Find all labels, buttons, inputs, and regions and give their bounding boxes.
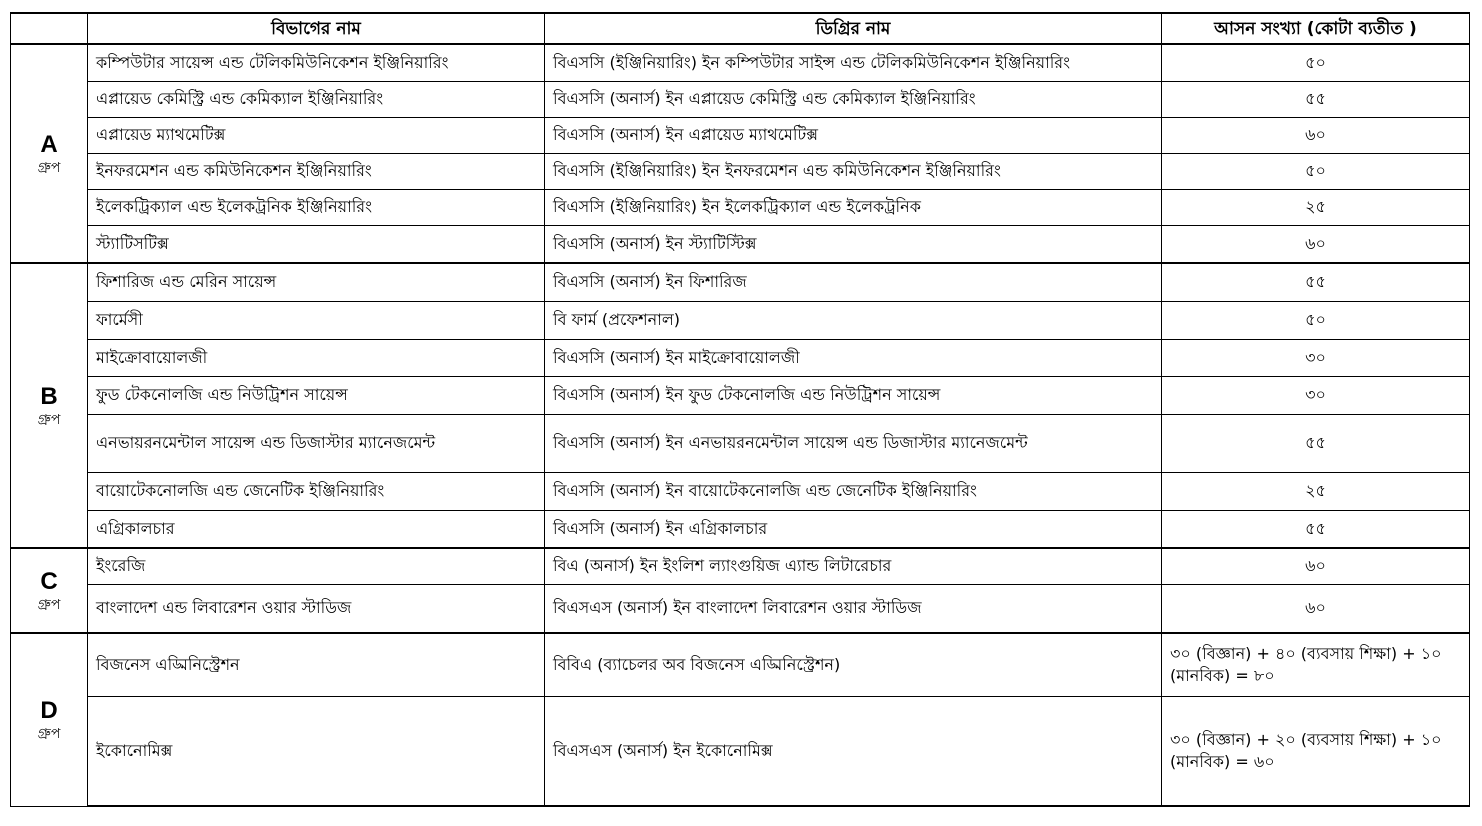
table-row <box>11 376 1470 414</box>
table-header-row <box>11 13 1470 44</box>
seat-count: ২৫ <box>1162 189 1470 225</box>
seat-count: ৫৫ <box>1162 263 1470 301</box>
degree-name: বিএসসি (অনার্স) ইন মাইক্রোবায়োলজী <box>545 339 1162 376</box>
table-row <box>11 584 1470 633</box>
degree-name: বিএসসি (ইঞ্জিনিয়ারিং) ইন কম্পিউটার সাইন্স এন্ড টেলিকমিউনিকেশন ইঞ্জিনিয়ারিং <box>545 44 1162 81</box>
seat-count: ৬০ <box>1162 548 1470 584</box>
degree-name: বিএসসি (অনার্স) ইন স্ট্যাটিস্টিক্স <box>545 225 1162 263</box>
group-word: গ্রুপ <box>37 725 61 742</box>
degree-name: বিএসসি (অনার্স) ইন এগ্রিকালচার <box>545 510 1162 548</box>
department-name: ইলেকট্রিক্যাল এন্ড ইলেকট্রনিক ইঞ্জিনিয়ারিং <box>88 189 545 225</box>
table-row <box>11 153 1470 189</box>
department-name: এপ্লায়েড কেমিস্ট্রি এন্ড কেমিক্যাল ইঞ্জিনিয়ারিং <box>88 81 545 117</box>
seat-count: ৩০ <box>1162 339 1470 376</box>
seat-count: ৫০ <box>1162 301 1470 339</box>
seat-allocation-table <box>10 12 1470 807</box>
seat-count: ৫৫ <box>1162 81 1470 117</box>
seat-count: ৫৫ <box>1162 414 1470 472</box>
seat-count: ৩০ (বিজ্ঞান) + ২০ (ব্যবসায় শিক্ষা) + ১০ (মানবিক) = ৬০ <box>1162 696 1470 806</box>
group-word: গ্রুপ <box>37 159 61 176</box>
seat-count: ৩০ <box>1162 376 1470 414</box>
table-row <box>11 189 1470 225</box>
table-row <box>11 510 1470 548</box>
group-a-cell <box>11 44 88 263</box>
degree-name: বিএসসি (অনার্স) ইন এপ্লায়েড কেমিস্ট্রি এন্ড কেমিক্যাল ইঞ্জিনিয়ারিং <box>545 81 1162 117</box>
degree-name: বিএসসি (অনার্স) ইন বায়োটেকনোলজি এন্ড জেনেটিক ইঞ্জিনিয়ারিং <box>545 472 1162 510</box>
table-row <box>11 117 1470 153</box>
department-name: এনভায়রনমেন্টাল সায়েন্স এন্ড ডিজাস্টার ম্যানেজমেন্ট <box>88 414 545 472</box>
seat-count: ৩০ (বিজ্ঞান) + ৪০ (ব্যবসায় শিক্ষা) + ১০ (মানবিক) = ৮০ <box>1162 633 1470 696</box>
department-name: মাইক্রোবায়োলজী <box>88 339 545 376</box>
department-name: স্ট্যাটিসটিক্স <box>88 225 545 263</box>
group-b-cell <box>11 263 88 548</box>
group-word: গ্রুপ <box>37 596 61 613</box>
seat-count: ৬০ <box>1162 225 1470 263</box>
department-name: বাংলাদেশ এন্ড লিবারেশন ওয়ার স্টাডিজ <box>88 584 545 633</box>
group-letter: A <box>40 130 58 158</box>
table-row <box>11 414 1470 472</box>
department-name: ফিশারিজ এন্ড মেরিন সায়েন্স <box>88 263 545 301</box>
department-name: বায়োটেকনোলজি এন্ড জেনেটিক ইঞ্জিনিয়ারিং <box>88 472 545 510</box>
degree-name: বিএসসি (অনার্স) ইন ফুড টেকনোলজি এন্ড নিউট্রিশন সায়েন্স <box>545 376 1162 414</box>
degree-name: বিএসএস (অনার্স) ইন বাংলাদেশ লিবারেশন ওয়ার স্টাডিজ <box>545 584 1162 633</box>
header-seats: আসন সংখ্যা (কোটা ব্যতীত ) <box>1162 13 1470 44</box>
degree-name: বি ফার্ম (প্রফেশনাল) <box>545 301 1162 339</box>
table-row <box>11 44 1470 81</box>
group-c-cell <box>11 548 88 633</box>
seat-count: ৫০ <box>1162 44 1470 81</box>
table-row <box>11 263 1470 301</box>
group-d-cell <box>11 633 88 806</box>
table-row <box>11 472 1470 510</box>
degree-name: বিএসসি (অনার্স) ইন এনভায়রনমেন্টাল সায়েন্স এন্ড ডিজাস্টার ম্যানেজমেন্ট <box>545 414 1162 472</box>
seat-count: ২৫ <box>1162 472 1470 510</box>
table-row <box>11 339 1470 376</box>
header-group <box>11 13 88 44</box>
table-row <box>11 633 1470 696</box>
table-row <box>11 696 1470 806</box>
degree-name: বিএ (অনার্স) ইন ইংলিশ ল্যাংগুয়িজ এ্যান্ড লিটারেচার <box>545 548 1162 584</box>
degree-name: বিবিএ (ব্যাচেলর অব বিজনেস এড্মিনিস্ট্রেশন) <box>545 633 1162 696</box>
department-name: ফুড টেকনোলজি এন্ড নিউট্রিশন সায়েন্স <box>88 376 545 414</box>
department-name: ফার্মেসী <box>88 301 545 339</box>
department-name: বিজনেস এড্মিনিস্ট্রেশন <box>88 633 545 696</box>
table-row <box>11 301 1470 339</box>
department-name: ইংরেজি <box>88 548 545 584</box>
group-letter: B <box>40 382 58 410</box>
table-row <box>11 225 1470 263</box>
group-word: গ্রুপ <box>37 411 61 428</box>
header-department: বিভাগের নাম <box>88 13 545 44</box>
degree-name: বিএসসি (অনার্স) ইন এপ্লায়েড ম্যাথমেটিক্স <box>545 117 1162 153</box>
degree-name: বিএসসি (ইঞ্জিনিয়ারিং) ইন ইনফরমেশন এন্ড কমিউনিকেশন ইঞ্জিনিয়ারিং <box>545 153 1162 189</box>
department-name: ইনফরমেশন এন্ড কমিউনিকেশন ইঞ্জিনিয়ারিং <box>88 153 545 189</box>
department-name: এগ্রিকালচার <box>88 510 545 548</box>
seat-count: ৫৫ <box>1162 510 1470 548</box>
group-letter: D <box>40 696 58 724</box>
department-name: কম্পিউটার সায়েন্স এন্ড টেলিকমিউনিকেশন ইঞ্জিনিয়ারিং <box>88 44 545 81</box>
seat-count: ৬০ <box>1162 584 1470 633</box>
degree-name: বিএসসি (ইঞ্জিনিয়ারিং) ইন ইলেকট্রিক্যাল এন্ড ইলেকট্রনিক <box>545 189 1162 225</box>
table-row <box>11 548 1470 584</box>
seat-count: ৫০ <box>1162 153 1470 189</box>
degree-name: বিএসসি (অনার্স) ইন ফিশারিজ <box>545 263 1162 301</box>
seat-count: ৬০ <box>1162 117 1470 153</box>
header-degree: ডিগ্রির নাম <box>545 13 1162 44</box>
degree-name: বিএসএস (অনার্স) ইন ইকোনোমিক্স <box>545 696 1162 806</box>
group-letter: C <box>40 567 58 595</box>
table-row <box>11 81 1470 117</box>
department-name: ইকোনোমিক্স <box>88 696 545 806</box>
department-name: এপ্লায়েড ম্যাথমেটিক্স <box>88 117 545 153</box>
